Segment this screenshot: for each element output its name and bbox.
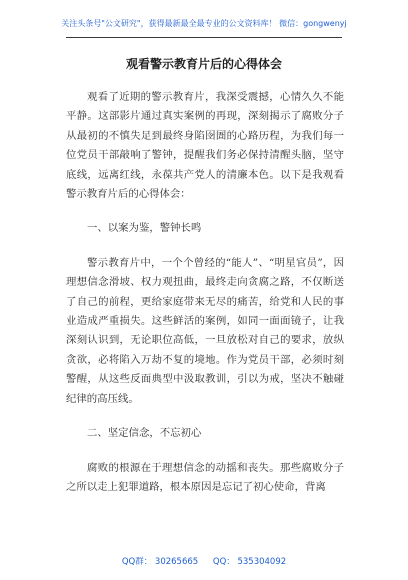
- footer-contact: [0, 555, 408, 567]
- section-heading-1: 一、以案为鉴，警钟长鸣: [87, 222, 202, 235]
- body-paragraph-section-2: 腐败的根源在于理想信念的动摇和丧失。那些腐败分子之所以走上犯罪道路，根本原因是忘记了初心使命，背离: [66, 461, 344, 493]
- section-heading-2: 二、坚定信念，不忘初心: [87, 427, 202, 440]
- header-banner: 关注头条号"公文研究"，获得最新最全最专业的公文资料库！ 微信：gongwenyj: [61, 19, 347, 28]
- footer-qq-number: QQ： 535304092: [212, 557, 287, 567]
- header-divider: [66, 37, 342, 38]
- document-title: 观看警示教育片后的心得体会: [125, 57, 282, 71]
- document-body: [66, 88, 344, 497]
- body-paragraph-intro: 观看了近期的警示教育片，我深受震撼，心情久久不能平静。这部影片通过真实案例的再现，深刻揭示了腐败分子从最初的不慎失足到最终身陷囹圄的心路历程，为我们每一位党员干部敲响了警钟，提醒我们务必保持清醒头脑，坚守底线，远离红线，永葆共产党人的清廉本色。以下是我观看警示教育片后的心得体会：: [66, 91, 344, 201]
- footer-qq-group: QQ群： 30265665: [121, 557, 199, 567]
- body-paragraph-section-1: 警示教育片中，一个个曾经的“能人”、“明星官员”，因理想信念滑坡、权力观扭曲，最终走向贪腐之路，不仅断送了自己的前程，更给家庭带来无尽的痛苦，给党和人民的事业造成严重损失。这些鲜活的案例，如同一面面镜子，让我深刻认识到，无论职位高低，一旦放松对自己的要求，放纵贪欲，必将陷入万劫不复的境地。作为党员干部，必须时刻警醒，从这些反面典型中汲取教训，引以为戒，坚决不触碰纪律的高压线。: [66, 256, 344, 405]
